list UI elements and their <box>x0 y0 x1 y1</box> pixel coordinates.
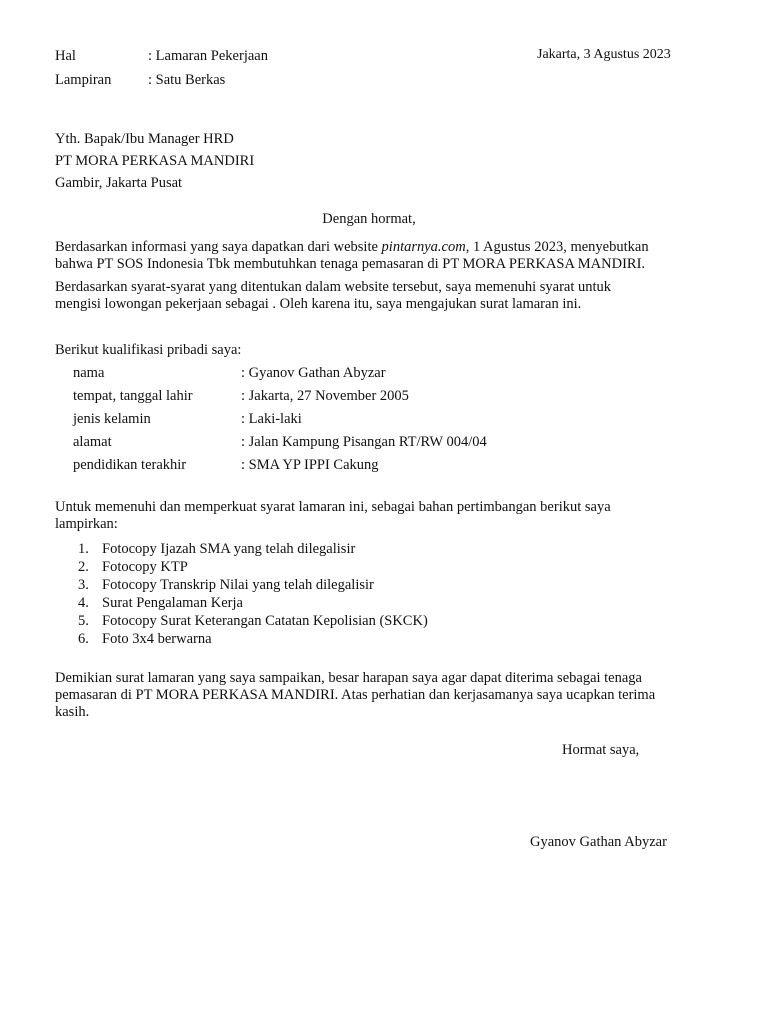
intro-paragraph-1 <box>55 239 695 273</box>
attachment-value: : Satu Berkas <box>148 72 226 88</box>
qualification-key: pendidikan terakhir <box>73 457 187 473</box>
qualification-value: : Jakarta, 27 November 2005 <box>241 388 409 404</box>
qualification-key: alamat <box>73 434 112 450</box>
closing-line-1: Demikian surat lamaran yang saya sampaikan, besar harapan saya agar dapat diterima sebagai tenaga <box>55 670 642 686</box>
attachment-number: 6. <box>78 631 89 647</box>
subject-value: : Lamaran Pekerjaan <box>148 48 268 64</box>
salutation: Dengan hormat, <box>322 211 416 227</box>
attachment-text: Fotocopy Ijazah SMA yang telah dilegalisir <box>102 541 356 557</box>
intro-p1-line-2: bahwa PT SOS Indonesia Tbk membutuhkan tenaga pemasaran di PT MORA PERKASA MANDIRI. <box>55 256 646 272</box>
attachment-text: Fotocopy KTP <box>102 559 188 575</box>
attachments-intro-line-1: Untuk memenuhi dan memperkuat syarat lamaran ini, sebagai bahan pertimbangan berikut saya <box>55 499 611 515</box>
qualification-key: jenis kelamin <box>73 411 151 427</box>
closing-paragraph <box>55 670 715 720</box>
closing-line-3: kasih. <box>55 704 90 720</box>
attachment-item <box>78 630 212 648</box>
attachment-number: 1. <box>78 541 89 557</box>
qualification-row <box>73 364 386 382</box>
attachment-text: Fotocopy Transkrip Nilai yang telah dilegalisir <box>102 577 374 593</box>
closing-line-2: pemasaran di PT MORA PERKASA MANDIRI. Atas perhatian dan kerjasamanya saya ucapkan terima <box>55 687 656 703</box>
qualification-value: : Gyanov Gathan Abyzar <box>241 365 386 381</box>
website-name: pintarnya.com <box>381 239 466 255</box>
attachment-item <box>78 594 243 612</box>
intro-p1-line-1 <box>55 239 695 256</box>
qualification-value: : Jalan Kampung Pisangan RT/RW 004/04 <box>241 434 487 450</box>
intro-p2-line-2: mengisi lowongan pekerjaan sebagai . Oleh karena itu, saya mengajukan surat lamaran ini. <box>55 296 582 312</box>
attachments-intro <box>55 499 695 533</box>
signature-greeting: Hormat saya, <box>562 742 640 758</box>
qualification-key: nama <box>73 365 105 381</box>
attachment-number: 4. <box>78 595 89 611</box>
qualification-row <box>73 433 487 451</box>
attachment-number: 3. <box>78 577 89 593</box>
attachment-text: Surat Pengalaman Kerja <box>102 595 243 611</box>
attachment-text: Fotocopy Surat Keterangan Catatan Kepolisian (SKCK) <box>102 613 428 629</box>
intro-paragraph-2 <box>55 279 695 313</box>
attachment-number: 2. <box>78 559 89 575</box>
attachment-item <box>78 612 428 630</box>
recipient-line-1: Yth. Bapak/Ibu Manager HRD <box>55 131 234 147</box>
qualification-row <box>73 387 409 405</box>
qualification-row <box>73 410 302 428</box>
letter-date: Jakarta, 3 Agustus 2023 <box>537 47 671 62</box>
attachments-intro-line-2: lampirkan: <box>55 516 118 532</box>
qualifications-heading: Berikut kualifikasi pribadi saya: <box>55 342 242 358</box>
qualification-value: : Laki-laki <box>241 411 302 427</box>
intro-p1-text-after: , 1 Agustus 2023, menyebutkan <box>465 239 649 255</box>
qualification-value: : SMA YP IPPI Cakung <box>241 457 379 473</box>
attachment-text: Foto 3x4 berwarna <box>102 631 212 647</box>
intro-p2-line-1: Berdasarkan syarat-syarat yang ditentukan dalam website tersebut, saya memenuhi syarat untuk <box>55 279 612 295</box>
attachment-item <box>78 540 355 558</box>
attachment-item <box>78 558 188 576</box>
intro-p1-text-before: Berdasarkan informasi yang saya dapatkan dari website <box>55 239 382 255</box>
qualification-row <box>73 456 379 474</box>
attachment-label: Lampiran <box>55 72 112 88</box>
recipient-line-3: Gambir, Jakarta Pusat <box>55 175 183 191</box>
attachment-item <box>78 576 374 594</box>
attachment-number: 5. <box>78 613 89 629</box>
qualification-key: tempat, tanggal lahir <box>73 388 193 404</box>
signature-name: Gyanov Gathan Abyzar <box>530 834 667 850</box>
subject-label: Hal <box>55 48 76 64</box>
recipient-line-2: PT MORA PERKASA MANDIRI <box>55 153 255 169</box>
